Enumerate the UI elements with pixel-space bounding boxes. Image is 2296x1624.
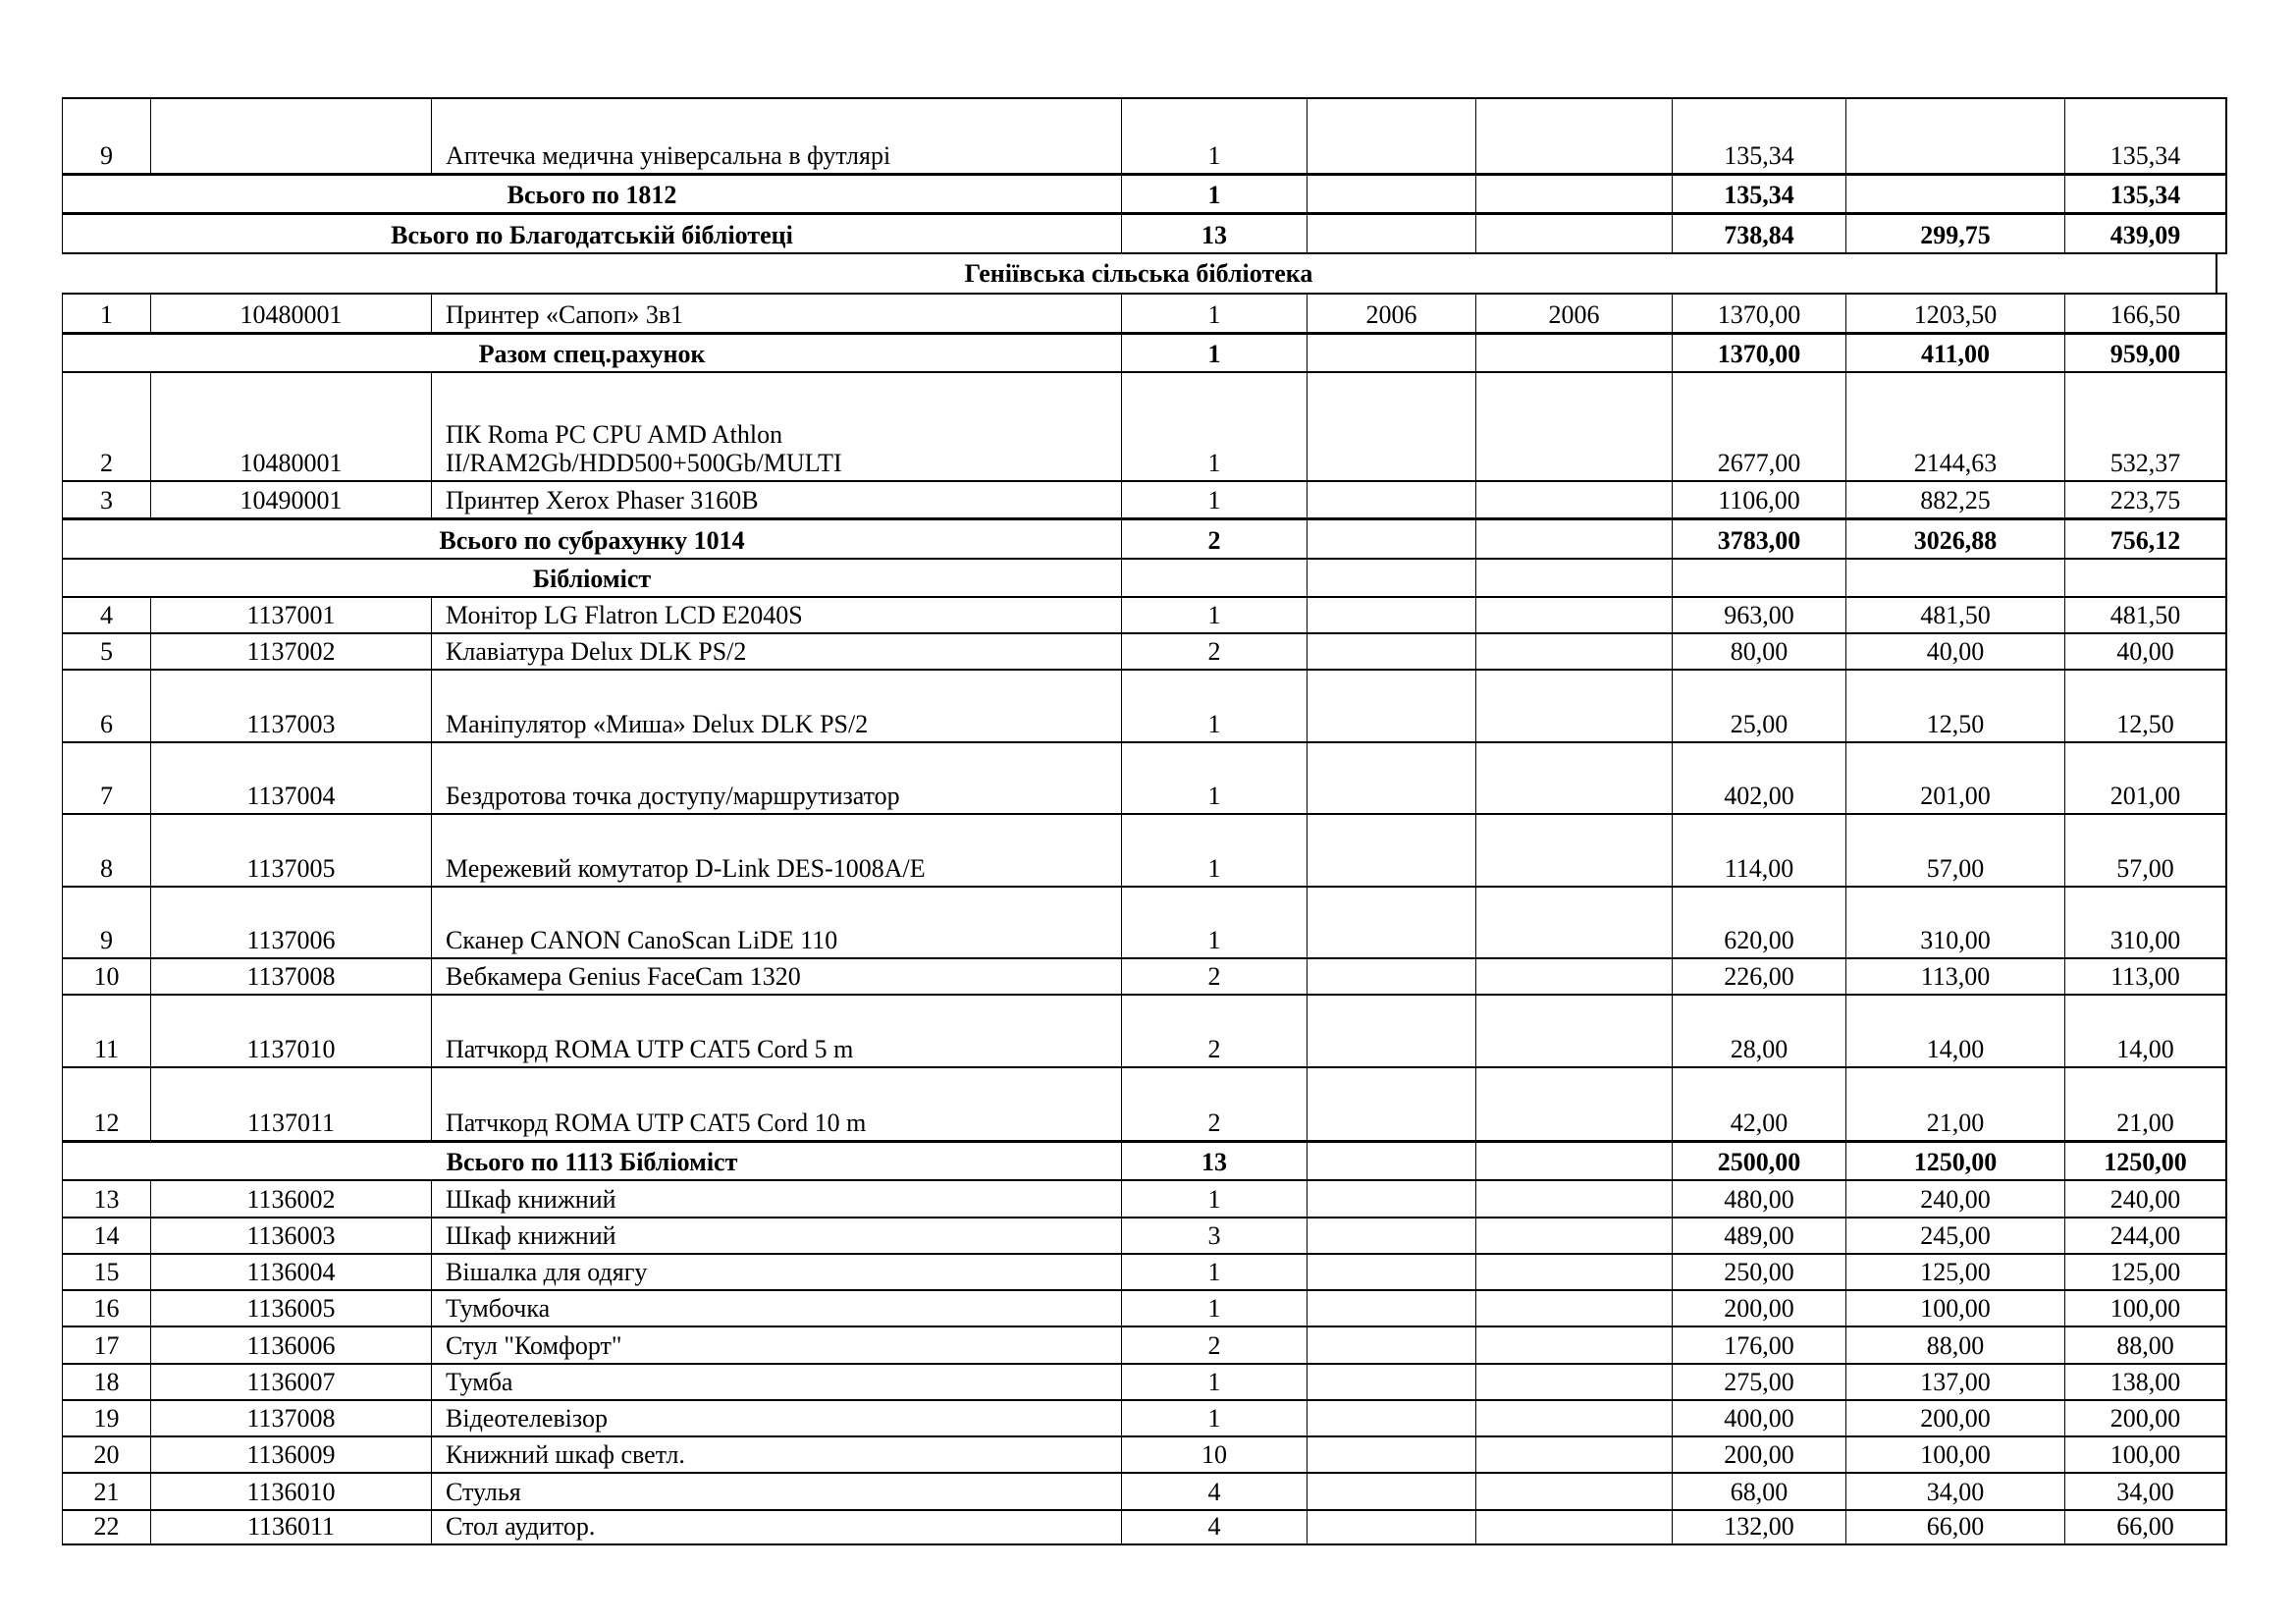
inventory-number: 1136003 xyxy=(150,1218,431,1253)
section-header-row xyxy=(62,252,2227,293)
year-end: 2006 xyxy=(1475,295,1672,332)
inventory-number: 1136002 xyxy=(150,1181,431,1217)
quantity: 1 xyxy=(1121,1291,1307,1326)
quantity: 1 xyxy=(1121,99,1307,173)
total-depreciation: 1250,00 xyxy=(1845,1143,2064,1179)
empty-cell xyxy=(1475,560,1672,596)
year-end xyxy=(1475,1291,1672,1326)
year-end xyxy=(1475,99,1672,173)
quantity: 3 xyxy=(1121,1218,1307,1253)
year-end xyxy=(1475,634,1672,669)
cost: 200,00 xyxy=(1672,1437,1845,1472)
table-row xyxy=(62,97,2227,173)
total-row xyxy=(62,1140,2227,1179)
cost: 200,00 xyxy=(1672,1291,1845,1326)
year-start xyxy=(1307,1401,1475,1435)
total-quantity: 13 xyxy=(1121,1143,1307,1179)
cost: 42,00 xyxy=(1672,1068,1845,1140)
item-name: Тумба xyxy=(431,1365,1121,1399)
inventory-number: 1137006 xyxy=(150,888,431,957)
total-cost: 3783,00 xyxy=(1672,520,1845,558)
item-name: Шкаф книжний xyxy=(431,1218,1121,1253)
table-row xyxy=(62,1326,2227,1363)
cost: 80,00 xyxy=(1672,634,1845,669)
year-end xyxy=(1475,888,1672,957)
item-name: Принтер «Сапоп» 3в1 xyxy=(431,295,1121,332)
depreciation: 57,00 xyxy=(1845,815,2064,886)
residual-value: 40,00 xyxy=(2064,634,2227,669)
inventory-number: 1137008 xyxy=(150,1401,431,1435)
residual-value: 223,75 xyxy=(2064,482,2227,517)
inventory-number: 10480001 xyxy=(150,295,431,332)
item-name: ПК Roma PC CPU AMD Athlon II/RAM2Gb/HDD500+500Gb/MULTI xyxy=(431,373,1121,480)
inventory-number: 1136009 xyxy=(150,1437,431,1472)
item-name: Мережевий комутатор D-Link DES-1008A/E xyxy=(431,815,1121,886)
year-start xyxy=(1307,598,1475,632)
year-start xyxy=(1307,1437,1475,1472)
total-depreciation: 299,75 xyxy=(1845,215,2064,252)
year-start xyxy=(1307,888,1475,957)
total-quantity: 1 xyxy=(1121,176,1307,212)
inventory-number: 1137010 xyxy=(150,996,431,1066)
depreciation: 481,50 xyxy=(1845,598,2064,632)
total-quantity: 13 xyxy=(1121,215,1307,252)
item-name: Стулья xyxy=(431,1474,1121,1509)
cost: 250,00 xyxy=(1672,1255,1845,1289)
row-number: 16 xyxy=(62,1291,150,1326)
item-name: Книжний шкаф светл. xyxy=(431,1437,1121,1472)
table-row xyxy=(62,1472,2227,1509)
row-number: 19 xyxy=(62,1401,150,1435)
year-end xyxy=(1475,1218,1672,1253)
item-name: Стул "Комфорт" xyxy=(431,1327,1121,1363)
total-row xyxy=(62,212,2227,252)
cost: 1370,00 xyxy=(1672,295,1845,332)
year-end xyxy=(1475,482,1672,517)
table-row xyxy=(62,596,2227,632)
row-number: 4 xyxy=(62,598,150,632)
depreciation: 125,00 xyxy=(1845,1255,2064,1289)
total-label: Всього по Благодатській бібліотеці xyxy=(62,215,1121,252)
total-cost: 1370,00 xyxy=(1672,335,1845,371)
total-label: Всього по 1812 xyxy=(62,176,1121,212)
year-start xyxy=(1307,1291,1475,1326)
year-end xyxy=(1475,671,1672,741)
table-row xyxy=(62,741,2227,813)
table-row xyxy=(62,1509,2227,1545)
depreciation: 34,00 xyxy=(1845,1474,2064,1509)
total-row xyxy=(62,173,2227,212)
cost: 25,00 xyxy=(1672,671,1845,741)
quantity: 2 xyxy=(1121,1327,1307,1363)
depreciation: 310,00 xyxy=(1845,888,2064,957)
total-depreciation xyxy=(1845,176,2064,212)
row-number: 2 xyxy=(62,373,150,480)
table-row xyxy=(62,1179,2227,1217)
total-row xyxy=(62,332,2227,371)
cost: 275,00 xyxy=(1672,1365,1845,1399)
table-row xyxy=(62,1217,2227,1253)
total-label: Всього по 1113 Бібліоміст xyxy=(62,1143,1121,1179)
year-end xyxy=(1475,598,1672,632)
item-name: Сканер CANON CanoScan LiDE 110 xyxy=(431,888,1121,957)
cost: 114,00 xyxy=(1672,815,1845,886)
item-name: Відеотелевізор xyxy=(431,1401,1121,1435)
row-number: 5 xyxy=(62,634,150,669)
residual-value: 310,00 xyxy=(2064,888,2227,957)
residual-value: 12,50 xyxy=(2064,671,2227,741)
total-residual: 756,12 xyxy=(2064,520,2227,558)
quantity: 1 xyxy=(1121,1181,1307,1217)
year-end xyxy=(1475,1474,1672,1509)
quantity: 4 xyxy=(1121,1511,1307,1543)
row-number: 7 xyxy=(62,743,150,813)
year-start xyxy=(1307,1327,1475,1363)
item-name: Клавіатура Delux DLK PS/2 xyxy=(431,634,1121,669)
subsection-row xyxy=(62,558,2227,596)
item-name: Маніпулятор «Миша» Delux DLK PS/2 xyxy=(431,671,1121,741)
residual-value: 14,00 xyxy=(2064,996,2227,1066)
inventory-number: 1137003 xyxy=(150,671,431,741)
depreciation: 88,00 xyxy=(1845,1327,2064,1363)
residual-value: 34,00 xyxy=(2064,1474,2227,1509)
residual-value: 21,00 xyxy=(2064,1068,2227,1140)
item-name: Вішалка для одягу xyxy=(431,1255,1121,1289)
item-name: Принтер Xerox Phaser 3160B xyxy=(431,482,1121,517)
depreciation: 40,00 xyxy=(1845,634,2064,669)
quantity: 2 xyxy=(1121,1068,1307,1140)
year-end xyxy=(1475,1511,1672,1543)
cost: 135,34 xyxy=(1672,99,1845,173)
year-start xyxy=(1307,1068,1475,1140)
residual-value: 100,00 xyxy=(2064,1291,2227,1326)
row-number: 3 xyxy=(62,482,150,517)
table-row xyxy=(62,1363,2227,1399)
quantity: 2 xyxy=(1121,634,1307,669)
depreciation: 2144,63 xyxy=(1845,373,2064,480)
total-residual: 439,09 xyxy=(2064,215,2227,252)
year-end xyxy=(1475,1437,1672,1472)
row-number: 17 xyxy=(62,1327,150,1363)
depreciation: 100,00 xyxy=(1845,1437,2064,1472)
table-row xyxy=(62,1435,2227,1472)
residual-value: 201,00 xyxy=(2064,743,2227,813)
depreciation: 100,00 xyxy=(1845,1291,2064,1326)
total-residual: 959,00 xyxy=(2064,335,2227,371)
total-residual: 135,34 xyxy=(2064,176,2227,212)
depreciation: 21,00 xyxy=(1845,1068,2064,1140)
empty-cell xyxy=(1307,335,1475,371)
total-depreciation: 411,00 xyxy=(1845,335,2064,371)
residual-value: 88,00 xyxy=(2064,1327,2227,1363)
depreciation: 882,25 xyxy=(1845,482,2064,517)
table-row xyxy=(62,480,2227,517)
year-start xyxy=(1307,1365,1475,1399)
quantity: 1 xyxy=(1121,743,1307,813)
inventory-number: 1137008 xyxy=(150,959,431,994)
quantity: 10 xyxy=(1121,1437,1307,1472)
table-row xyxy=(62,813,2227,886)
row-number: 13 xyxy=(62,1181,150,1217)
item-name: Шкаф книжний xyxy=(431,1181,1121,1217)
year-end xyxy=(1475,1401,1672,1435)
residual-value: 200,00 xyxy=(2064,1401,2227,1435)
row-number: 9 xyxy=(62,99,150,173)
inventory-number: 1137011 xyxy=(150,1068,431,1140)
quantity: 1 xyxy=(1121,482,1307,517)
table-row xyxy=(62,1066,2227,1140)
total-cost: 135,34 xyxy=(1672,176,1845,212)
quantity: 1 xyxy=(1121,888,1307,957)
inventory-number: 1136005 xyxy=(150,1291,431,1326)
row-number: 1 xyxy=(62,295,150,332)
inventory-number: 1136004 xyxy=(150,1255,431,1289)
year-end xyxy=(1475,1181,1672,1217)
table-row xyxy=(62,293,2227,332)
year-start xyxy=(1307,671,1475,741)
cost: 480,00 xyxy=(1672,1181,1845,1217)
empty-cell xyxy=(1475,335,1672,371)
year-end xyxy=(1475,373,1672,480)
item-name: Вебкамера Genius FaceCam 1320 xyxy=(431,959,1121,994)
empty-cell xyxy=(1307,560,1475,596)
residual-value: 125,00 xyxy=(2064,1255,2227,1289)
cost: 1106,00 xyxy=(1672,482,1845,517)
total-cost: 2500,00 xyxy=(1672,1143,1845,1179)
cost: 963,00 xyxy=(1672,598,1845,632)
quantity: 1 xyxy=(1121,295,1307,332)
year-end xyxy=(1475,996,1672,1066)
item-name: Патчкорд ROMA UTP CAT5 Cord 10 m xyxy=(431,1068,1121,1140)
year-end xyxy=(1475,743,1672,813)
cost: 176,00 xyxy=(1672,1327,1845,1363)
year-end xyxy=(1475,1365,1672,1399)
cost: 489,00 xyxy=(1672,1218,1845,1253)
depreciation: 201,00 xyxy=(1845,743,2064,813)
row-number: 22 xyxy=(62,1511,150,1543)
row-number: 15 xyxy=(62,1255,150,1289)
row-number: 9 xyxy=(62,888,150,957)
year-start xyxy=(1307,482,1475,517)
table-row xyxy=(62,632,2227,669)
inventory-number: 10490001 xyxy=(150,482,431,517)
total-label: Разом спец.рахунок xyxy=(62,335,1121,371)
inventory-number: 1136007 xyxy=(150,1365,431,1399)
total-row xyxy=(62,517,2227,558)
table-row xyxy=(62,669,2227,741)
empty-cell xyxy=(1475,176,1672,212)
empty-cell xyxy=(1307,520,1475,558)
quantity: 4 xyxy=(1121,1474,1307,1509)
residual-value: 240,00 xyxy=(2064,1181,2227,1217)
row-number: 12 xyxy=(62,1068,150,1140)
inventory-number: 10480001 xyxy=(150,373,431,480)
quantity: 1 xyxy=(1121,598,1307,632)
year-start xyxy=(1307,1255,1475,1289)
total-depreciation: 3026,88 xyxy=(1845,520,2064,558)
residual-value: 166,50 xyxy=(2064,295,2227,332)
table-row xyxy=(62,957,2227,994)
row-number: 14 xyxy=(62,1218,150,1253)
empty-cell xyxy=(1475,520,1672,558)
quantity: 1 xyxy=(1121,373,1307,480)
table-row xyxy=(62,371,2227,480)
row-number: 18 xyxy=(62,1365,150,1399)
quantity: 2 xyxy=(1121,996,1307,1066)
year-start xyxy=(1307,634,1475,669)
row-number: 21 xyxy=(62,1474,150,1509)
item-name: Стол аудитор. xyxy=(431,1511,1121,1543)
empty-cell xyxy=(1475,215,1672,252)
row-number: 6 xyxy=(62,671,150,741)
residual-value: 57,00 xyxy=(2064,815,2227,886)
residual-value: 138,00 xyxy=(2064,1365,2227,1399)
residual-value: 135,34 xyxy=(2064,99,2227,173)
year-end xyxy=(1475,1327,1672,1363)
depreciation: 66,00 xyxy=(1845,1511,2064,1543)
inventory-number: 1136011 xyxy=(150,1511,431,1543)
table-row xyxy=(62,1399,2227,1435)
table-row xyxy=(62,1253,2227,1289)
year-end xyxy=(1475,1255,1672,1289)
depreciation: 200,00 xyxy=(1845,1401,2064,1435)
table-row xyxy=(62,886,2227,957)
row-number: 11 xyxy=(62,996,150,1066)
year-start xyxy=(1307,1511,1475,1543)
year-end xyxy=(1475,815,1672,886)
year-start xyxy=(1307,743,1475,813)
subsection-label: Бібліоміст xyxy=(62,560,1121,596)
year-start xyxy=(1307,373,1475,480)
inventory-table xyxy=(62,97,2227,1558)
cost: 226,00 xyxy=(1672,959,1845,994)
residual-value: 113,00 xyxy=(2064,959,2227,994)
total-residual: 1250,00 xyxy=(2064,1143,2227,1179)
total-quantity: 1 xyxy=(1121,335,1307,371)
cost: 68,00 xyxy=(1672,1474,1845,1509)
year-start xyxy=(1307,1181,1475,1217)
depreciation xyxy=(1845,99,2064,173)
depreciation: 245,00 xyxy=(1845,1218,2064,1253)
table-row xyxy=(62,1289,2227,1326)
quantity: 1 xyxy=(1121,1401,1307,1435)
empty-cell xyxy=(1845,560,2064,596)
total-cost: 738,84 xyxy=(1672,215,1845,252)
item-name: Бездротова точка доступу/маршрутизатор xyxy=(431,743,1121,813)
quantity: 1 xyxy=(1121,671,1307,741)
depreciation: 113,00 xyxy=(1845,959,2064,994)
row-number: 8 xyxy=(62,815,150,886)
inventory-number: 1137001 xyxy=(150,598,431,632)
table-row xyxy=(62,994,2227,1066)
empty-cell xyxy=(1672,560,1845,596)
empty-cell xyxy=(2064,560,2227,596)
section-title: Геніївська сільська бібліотека xyxy=(62,254,2217,293)
quantity: 2 xyxy=(1121,959,1307,994)
cost: 620,00 xyxy=(1672,888,1845,957)
cost: 400,00 xyxy=(1672,1401,1845,1435)
quantity: 1 xyxy=(1121,815,1307,886)
residual-value: 532,37 xyxy=(2064,373,2227,480)
inventory-number: 1137002 xyxy=(150,634,431,669)
quantity: 1 xyxy=(1121,1365,1307,1399)
inventory-number: 1136006 xyxy=(150,1327,431,1363)
year-start xyxy=(1307,996,1475,1066)
year-start xyxy=(1307,815,1475,886)
year-start xyxy=(1307,959,1475,994)
inventory-number: 1136010 xyxy=(150,1474,431,1509)
residual-value: 66,00 xyxy=(2064,1511,2227,1543)
item-name: Монітор LG Flatron LCD E2040S xyxy=(431,598,1121,632)
cost: 132,00 xyxy=(1672,1511,1845,1543)
row-number: 20 xyxy=(62,1437,150,1472)
empty-cell xyxy=(1307,215,1475,252)
year-start xyxy=(1307,1474,1475,1509)
residual-value: 100,00 xyxy=(2064,1437,2227,1472)
depreciation: 14,00 xyxy=(1845,996,2064,1066)
item-name: Аптечка медична універсальна в футлярі xyxy=(431,99,1121,173)
year-start xyxy=(1307,1218,1475,1253)
depreciation: 1203,50 xyxy=(1845,295,2064,332)
year-end xyxy=(1475,1068,1672,1140)
quantity: 1 xyxy=(1121,1255,1307,1289)
empty-cell xyxy=(1121,560,1307,596)
depreciation: 12,50 xyxy=(1845,671,2064,741)
total-label: Всього по субрахунку 1014 xyxy=(62,520,1121,558)
empty-cell xyxy=(1307,1143,1475,1179)
residual-value: 244,00 xyxy=(2064,1218,2227,1253)
depreciation: 137,00 xyxy=(1845,1365,2064,1399)
depreciation: 240,00 xyxy=(1845,1181,2064,1217)
cost: 402,00 xyxy=(1672,743,1845,813)
year-start: 2006 xyxy=(1307,295,1475,332)
cost: 2677,00 xyxy=(1672,373,1845,480)
empty-cell xyxy=(1475,1143,1672,1179)
empty-cell xyxy=(1307,176,1475,212)
inventory-number: 1137004 xyxy=(150,743,431,813)
residual-value: 481,50 xyxy=(2064,598,2227,632)
year-start xyxy=(1307,99,1475,173)
cost: 28,00 xyxy=(1672,996,1845,1066)
inventory-number: 1137005 xyxy=(150,815,431,886)
total-quantity: 2 xyxy=(1121,520,1307,558)
item-name: Патчкорд ROMA UTP CAT5 Cord 5 m xyxy=(431,996,1121,1066)
year-end xyxy=(1475,959,1672,994)
item-name: Тумбочка xyxy=(431,1291,1121,1326)
row-number: 10 xyxy=(62,959,150,994)
inventory-number xyxy=(150,99,431,173)
